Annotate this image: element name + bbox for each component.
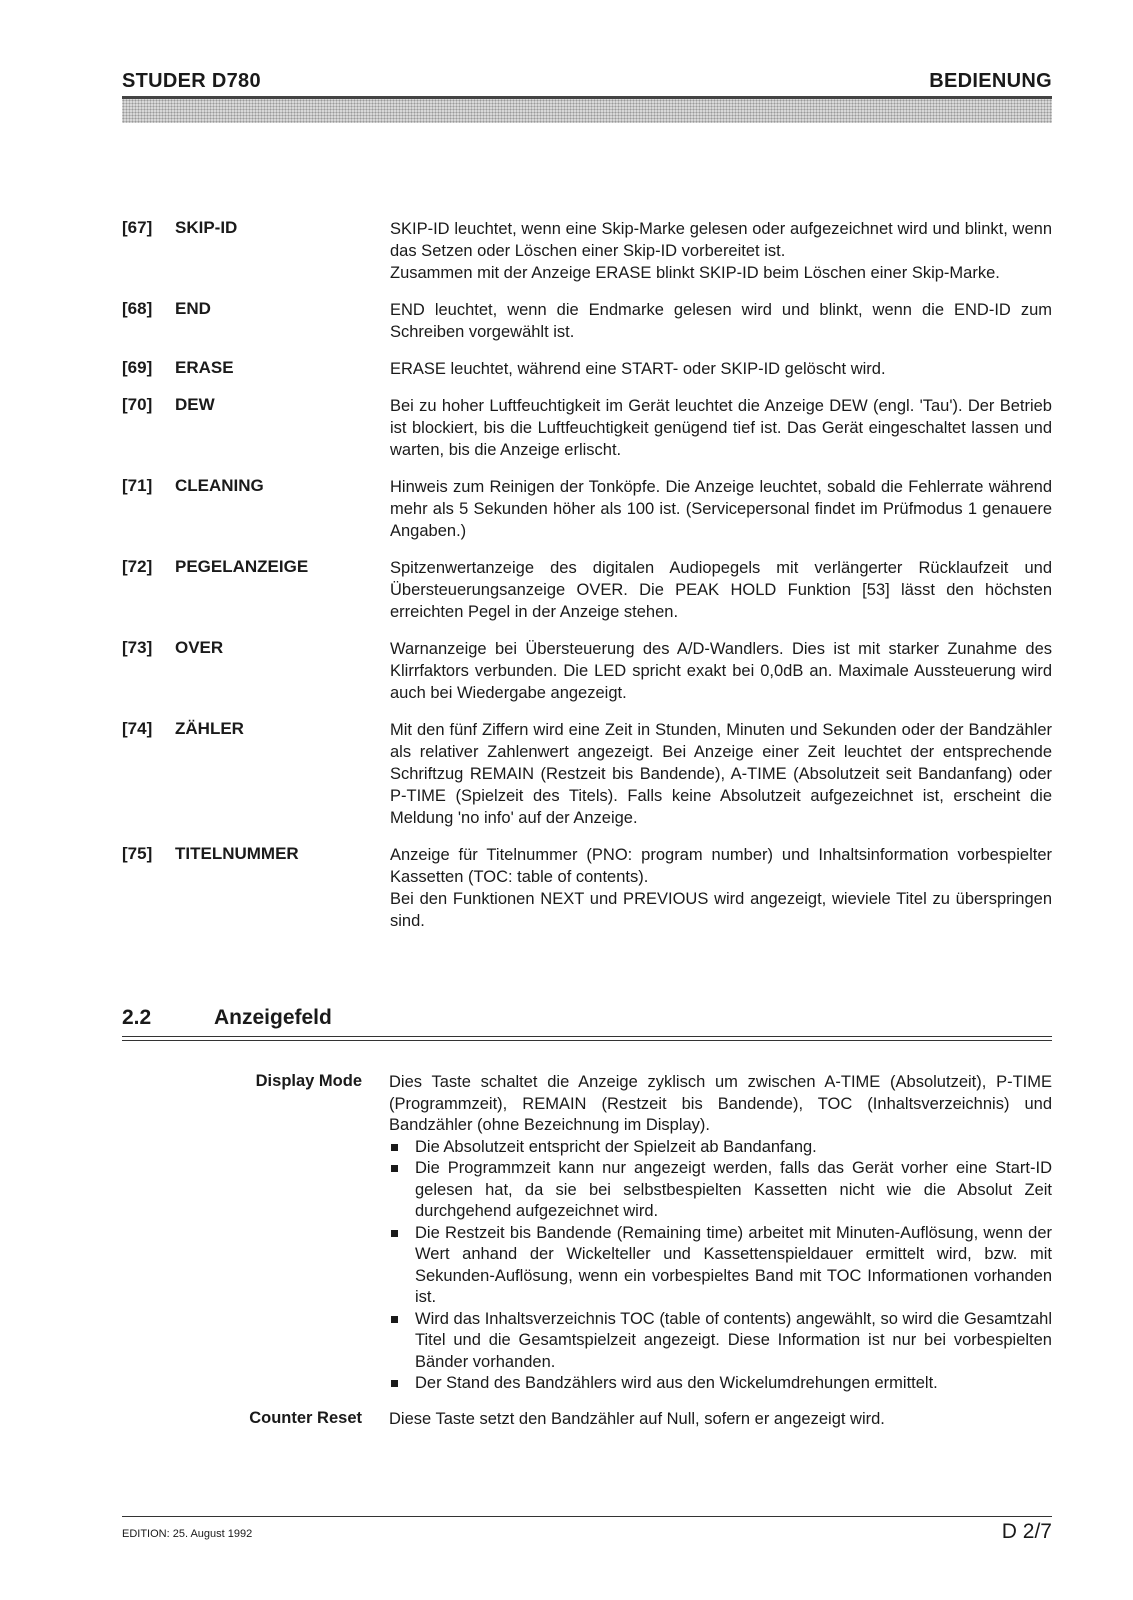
list-item-text: Der Stand des Bandzählers wird aus den Wickelumdrehungen ermittelt. [415, 1374, 938, 1392]
list-item [389, 1373, 1052, 1395]
entry-paragraph: ERASE leuchtet, während eine START- oder SKIP-ID gelöscht wird. [390, 360, 886, 378]
section-rule [122, 1036, 1052, 1041]
entry-paragraph: Anzeige für Titelnummer (PNO: program number) und Inhaltsinformation vorbespielter Kassetten (TOC: table of contents). [390, 846, 1052, 886]
section-number: 2.2 [122, 1006, 152, 1029]
entry-67 [122, 218, 1052, 284]
entry-description [390, 358, 1052, 380]
entry-paragraph: Hinweis zum Reinigen der Tonköpfe. Die Anzeige leuchtet, sobald die Fehlerrate während mehr als 5 Sekunden höher als 100 ist. (Servicepersonal findet im Prüfmodus 1 genauere Angaben.) [390, 478, 1052, 540]
entry-name: END [175, 299, 211, 318]
entry-73 [122, 638, 1052, 704]
header-band [122, 96, 1052, 123]
list-item [389, 1137, 1052, 1159]
entry-description [390, 476, 1052, 542]
counter-reset-block [122, 1409, 1052, 1431]
square-bullet-icon [391, 1230, 398, 1237]
entry-description [390, 218, 1052, 284]
entry-paragraph: Warnanzeige bei Übersteuerung des A/D-Wandlers. Dies ist mit starker Zunahme des Klirrfaktors verbunden. Die LED spricht exakt bei 0,0dB an. Maximale Aussteuerung wird auch bei Wiedergabe angezeigt. [390, 640, 1052, 702]
footer-edition: EDITION: 25. August 1992 [122, 1528, 253, 1540]
entry-71 [122, 476, 1052, 542]
entry-paragraph: Bei den Funktionen NEXT und PREVIOUS wird angezeigt, wieviele Titel zu überspringen sind. [390, 890, 1052, 930]
display-mode-list [389, 1137, 1052, 1395]
display-mode-intro: Dies Taste schaltet die Anzeige zyklisch um zwischen A-TIME (Absolutzeit), P-TIME (Programmzeit), REMAIN (Restzeit bis Bandende), TOC (Inhaltsverzeichnis) und Bandzähler (ohne Bezeichnung im Display). [389, 1073, 1052, 1134]
counter-reset-label: Counter Reset [249, 1408, 362, 1427]
entry-paragraph: END leuchtet, wenn die Endmarke gelesen wird und blinkt, wenn die END-ID zum Schreiben vorgewählt ist. [390, 301, 1052, 341]
entry-name: PEGELANZEIGE [175, 557, 309, 576]
footer-page-number: D 2/7 [1001, 1520, 1052, 1543]
list-item [389, 1158, 1052, 1223]
entry-75 [122, 844, 1052, 932]
entry-name: DEW [175, 395, 215, 414]
entry-name: CLEANING [175, 476, 264, 495]
entry-74 [122, 719, 1052, 829]
entry-72 [122, 557, 1052, 623]
entry-70 [122, 395, 1052, 461]
entry-number: [69] [122, 358, 153, 377]
entry-name: OVER [175, 638, 224, 657]
entry-paragraph: SKIP-ID leuchtet, wenn eine Skip-Marke gelesen oder aufgezeichnet wird und blinkt, wenn das Setzen oder Löschen einer Skip-ID vorbereitet ist. [390, 220, 1052, 260]
entry-description [390, 719, 1052, 829]
entry-name: ZÄHLER [175, 719, 244, 738]
entry-name: ERASE [175, 358, 234, 377]
list-item [389, 1223, 1052, 1309]
entry-paragraph: Zusammen mit der Anzeige ERASE blinkt SKIP-ID beim Löschen einer Skip-Marke. [390, 264, 1000, 282]
entry-number: [67] [122, 218, 153, 237]
entry-description [390, 844, 1052, 932]
entry-description [390, 395, 1052, 461]
display-mode-label: Display Mode [255, 1072, 362, 1090]
entry-paragraph: Mit den fünf Ziffern wird eine Zeit in Stunden, Minuten und Sekunden oder der Bandzähler als relativer Zahlenwert angezeigt. Bei Anzeige einer Zeit leuchtet der entsprechende Schriftzug REMAIN (Restzeit bis Bandende), A-TIME (Absolutzeit seit Bandanfang) oder P-TIME (Spielzeit des Titels). Falls keine Absolutzeit aufgezeichnet ist, erscheint die Meldung 'no info' auf der Anzeige. [390, 721, 1052, 827]
entry-number: [71] [122, 476, 153, 495]
counter-reset-content: Diese Taste setzt den Bandzähler auf Null, sofern er angezeigt wird. [389, 1409, 885, 1428]
control-descriptions [122, 1072, 1052, 1444]
square-bullet-icon [391, 1316, 398, 1323]
entry-name: SKIP-ID [175, 218, 238, 237]
square-bullet-icon [391, 1380, 398, 1387]
entry-paragraph: Spitzenwertanzeige des digitalen Audiopegels mit verlängerter Rücklaufzeit und Übersteuerungsanzeige OVER. Die PEAK HOLD Funktion [53] lässt den höchsten erreichten Pegel in der Anzeige stehen. [390, 559, 1052, 621]
header-chapter: BEDIENUNG [929, 70, 1052, 92]
entry-description [390, 557, 1052, 623]
square-bullet-icon [391, 1165, 398, 1172]
display-mode-content [389, 1072, 1052, 1395]
entry-number: [68] [122, 299, 153, 318]
entry-number: [73] [122, 638, 153, 657]
entry-number: [74] [122, 719, 153, 738]
display-mode-block [122, 1072, 1052, 1395]
entry-description [390, 638, 1052, 704]
entry-68 [122, 299, 1052, 343]
list-item-text: Die Absolutzeit entspricht der Spielzeit ab Bandanfang. [415, 1137, 817, 1156]
entry-number: [70] [122, 395, 153, 414]
footer-rule [122, 1516, 1052, 1517]
page-header [122, 66, 1052, 96]
list-item-text: Die Programmzeit kann nur angezeigt werden, falls das Gerät vorher eine Start-ID gelesen hat, da sie bei selbstbespielten Kassetten nicht wie die Absolut Zeit durchgehend aufgezeichnet wird. [415, 1159, 1052, 1220]
entry-name: TITELNUMMER [175, 844, 299, 863]
list-item [389, 1309, 1052, 1374]
entry-paragraph: Bei zu hoher Luftfeuchtigkeit im Gerät leuchtet die Anzeige DEW (engl. 'Tau'). Der Betrieb ist blockiert, bis die Luftfeuchtigkeit genügend tief ist. Das Gerät eingeschaltet lassen und warten, bis die Anzeige erlischt. [390, 397, 1052, 459]
entry-list [122, 218, 1052, 947]
section-heading [122, 1006, 1052, 1036]
header-product: STUDER D780 [122, 70, 261, 92]
entry-number: [72] [122, 557, 153, 576]
list-item-text: Die Restzeit bis Bandende (Remaining time) arbeitet mit Minuten-Auflösung, wenn der Wert anhand der Wickelteller und Kassettenspieldauer ermittelt wird, bzw. mit Sekunden-Auflösung, wenn ein vorbespieltes Band mit TOC Informationen vorhanden ist. [415, 1223, 1052, 1306]
list-item-text: Wird das Inhaltsverzeichnis TOC (table of contents) angewählt, so wird die Gesamtzahl Titel und die Gesamtspielzeit angezeigt. Diese Information ist nur bei vorbespielten Bänder vorhanden. [415, 1309, 1052, 1371]
entry-description [390, 299, 1052, 343]
section-title: Anzeigefeld [214, 1006, 332, 1029]
square-bullet-icon [391, 1144, 398, 1151]
entry-number: [75] [122, 844, 153, 863]
entry-69 [122, 358, 1052, 380]
